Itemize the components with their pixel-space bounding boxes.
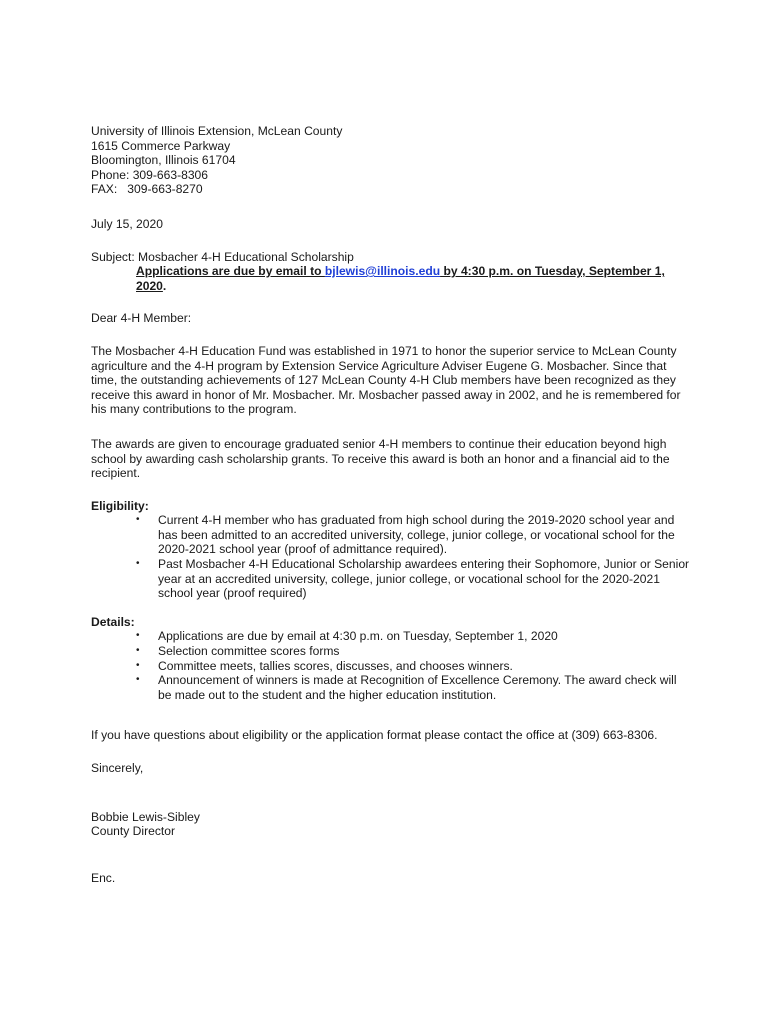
subject-block xyxy=(91,250,691,294)
enclosure-note: Enc. xyxy=(91,870,116,885)
deadline-period: . xyxy=(162,278,167,293)
bullet-icon: • xyxy=(136,645,140,657)
details-section xyxy=(91,615,691,703)
list-item xyxy=(136,644,691,659)
eligibility-item-text: Current 4-H member who has graduated from high school during the 2019-2020 school year and has been admitted to an accredited university, college, junior college, or vocational school for the 2020-2021 school year (proof of admittance required). xyxy=(158,513,675,557)
salutation: Dear 4-H Member: xyxy=(91,311,192,326)
list-item xyxy=(136,658,691,674)
phone-number: Phone: 309-663-8306 xyxy=(91,167,209,182)
org-name: University of Illinois Extension, McLean County xyxy=(91,124,343,138)
deadline-notice xyxy=(136,264,681,293)
eligibility-section xyxy=(91,499,691,601)
details-item-text: Applications are due by email at 4:30 p.m. on Tuesday, September 1, 2020 xyxy=(158,629,558,644)
deadline-prefix: Applications are due by email to xyxy=(136,264,325,279)
bullet-icon: • xyxy=(136,514,140,526)
details-list xyxy=(91,629,691,702)
street-address: 1615 Commerce Parkway xyxy=(91,138,231,153)
details-heading: Details: xyxy=(91,614,135,629)
list-item xyxy=(136,673,691,702)
list-item xyxy=(136,629,691,644)
bullet-icon: • xyxy=(136,659,140,671)
signer-name: Bobbie Lewis-Sibley xyxy=(91,809,200,824)
letter-date: July 15, 2020 xyxy=(91,216,163,231)
letterhead xyxy=(91,124,691,197)
city-state-zip: Bloomington, Illinois 61704 xyxy=(91,153,236,168)
details-item-text: Selection committee scores forms xyxy=(158,644,340,659)
list-item xyxy=(136,513,691,557)
letter-page xyxy=(91,124,691,885)
body-paragraph-2: The awards are given to encourage graduated senior 4-H members to continue their education beyond high school by awarding cash scholarship grants. To receive this award is both an honor and a financial aid to the recipient. xyxy=(91,436,670,481)
closing: Sincerely, xyxy=(91,761,144,775)
details-item-text: Committee meets, tallies scores, discusses, and chooses winners. xyxy=(158,658,513,673)
eligibility-heading: Eligibility: xyxy=(91,498,149,513)
body-paragraph-1: The Mosbacher 4-H Education Fund was established in 1971 to honor the superior service to McLean County agriculture and the 4-H program by Extension Service Agriculture Adviser Eugene G. Mosbacher. Since that time, the outstanding achievements of 127 McLean County 4-H Club members have been recognized as they receive this award in honor of Mr. Mosbacher. Mr. Mosbacher passed away in 2002, and he is remembered for his many contributions to the program. xyxy=(91,343,681,417)
list-item xyxy=(136,557,691,601)
fax-number: FAX: 309-663-8270 xyxy=(91,182,203,197)
email-link[interactable]: bjlewis@illinois.edu xyxy=(324,264,441,279)
signature-block xyxy=(91,810,691,839)
eligibility-item-text: Past Mosbacher 4-H Educational Scholarship awardees entering their Sophomore, Junior or Senior year at an accredited university, college, junior college, or vocational school for the 2020-2021 school year (proof required) xyxy=(158,557,690,601)
deadline-suffix: by 4:30 p.m. on Tuesday, September 1, 2020 xyxy=(136,264,665,293)
bullet-icon: • xyxy=(136,630,140,642)
details-item-text: Announcement of winners is made at Recognition of Excellence Ceremony. The award check will be made out to the student and the higher education institution. xyxy=(158,673,677,702)
contact-paragraph: If you have questions about eligibility or the application format please contact the office at (309) 663-8306. xyxy=(91,728,658,743)
subject-line: Subject: Mosbacher 4-H Educational Scholarship xyxy=(91,249,354,264)
bullet-icon: • xyxy=(136,674,140,686)
eligibility-list xyxy=(91,513,691,601)
bullet-icon: • xyxy=(136,558,140,570)
signer-title: County Director xyxy=(91,824,176,839)
